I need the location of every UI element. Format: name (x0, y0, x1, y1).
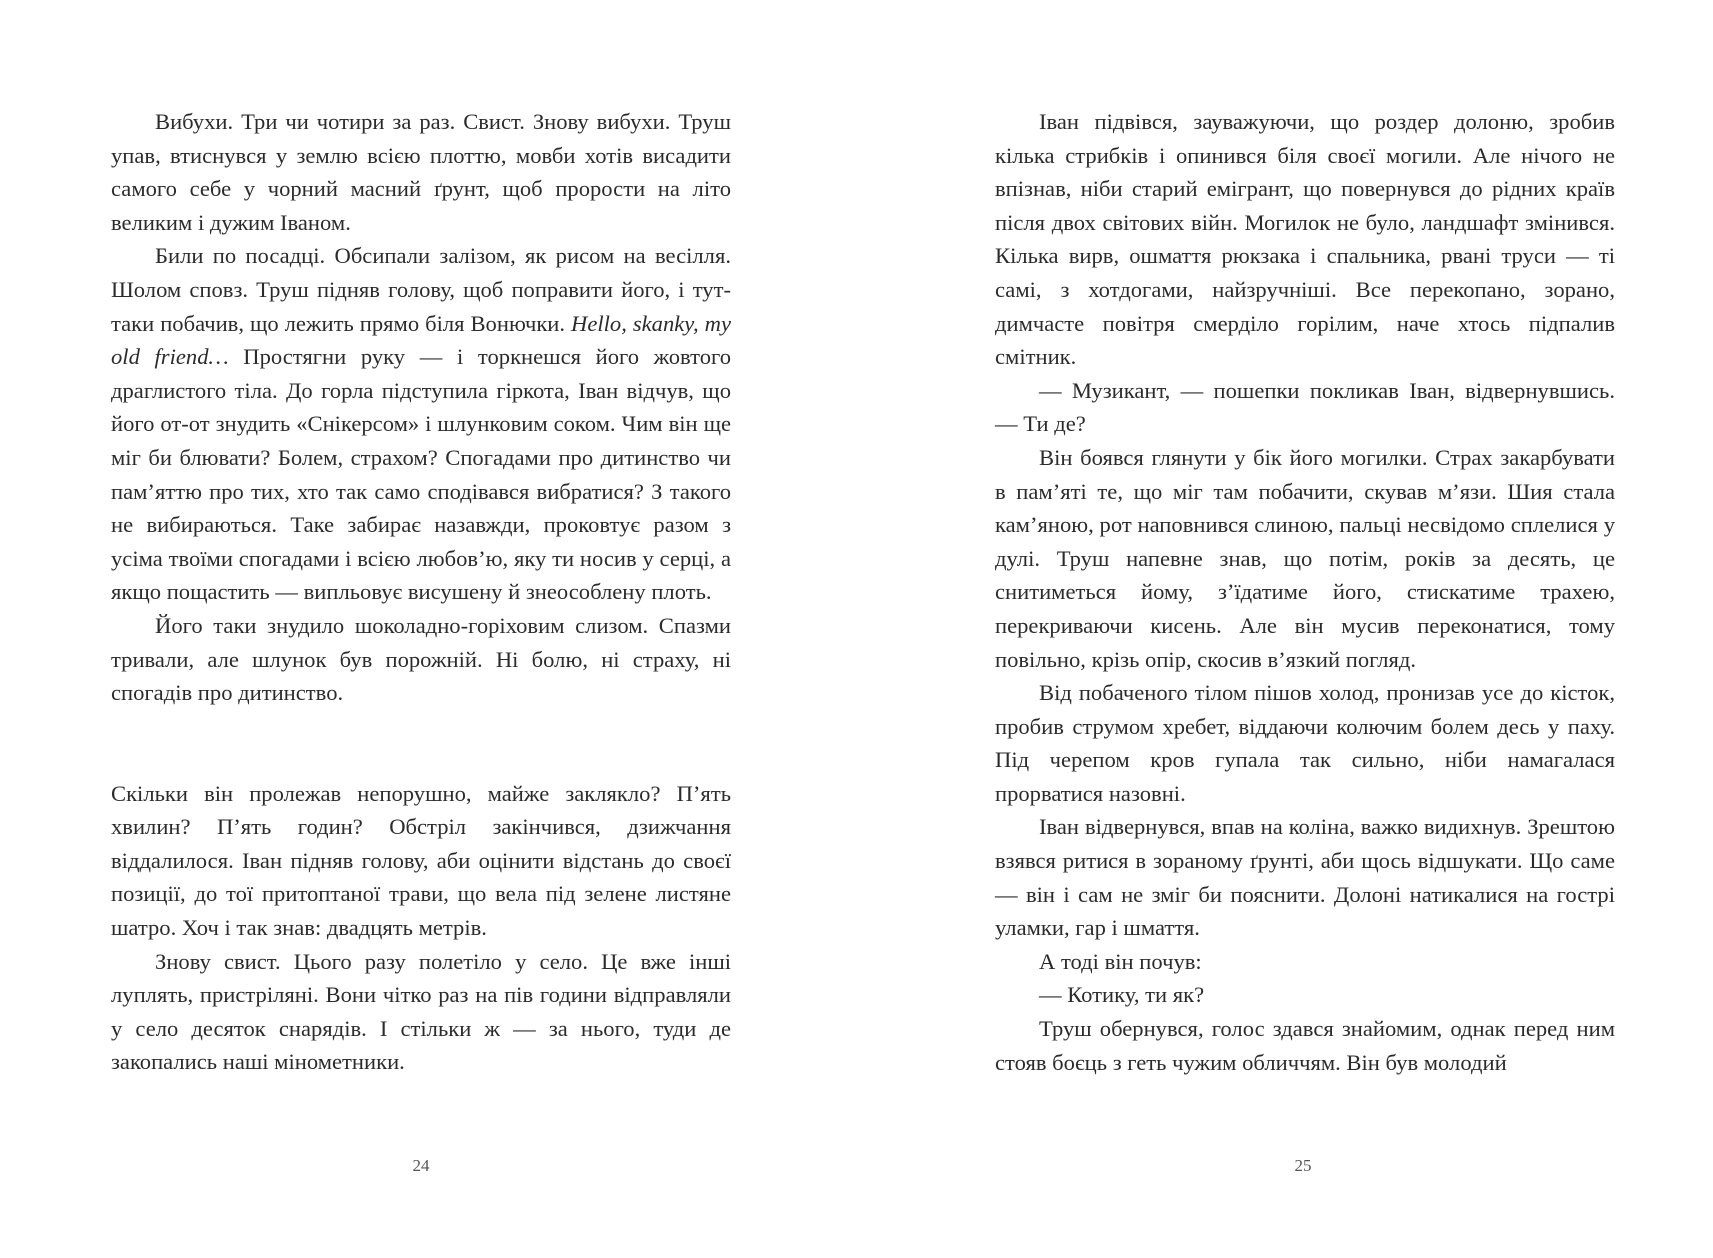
paragraph: Труш обернувся, голос здався знайомим, однак перед ним стояв боєць з геть чужим обличчям. Він був молодий (995, 1016, 1615, 1075)
paragraph: Знову свист. Цього разу полетіло у село. Це вже інші луплять, пристріляні. Вони чітко раз на пів години відправляли у село десяток снарядів. І стільки ж — за нього, туди де закопались наші мінометники. (111, 948, 731, 1075)
right-page-text (995, 105, 1615, 1079)
page-number-right: 25 (1294, 1156, 1312, 1175)
paragraph: А тоді він почув: (1039, 948, 1202, 974)
paragraph: Його таки знудило шоколадно-горіховим слизом. Спазми тривали, але шлунок був порожній. Ні болю, ні страху, ні спогадів про дитинство. (111, 612, 731, 706)
section-start-paragraph: Скільки він пролежав непорушно, майже заклякло? П’ять хвилин? П’ять годин? Обстріл закінчився, дзижчання віддалилося. Іван підняв голову, аби оцінити відстань до своєї позиції, до тої притоптаної трави, що вела під зелене листяне шатро. Хоч і так знав: двадцять метрів. (111, 780, 731, 941)
paragraph: Від побаченого тілом пішов холод, пронизав усе до кісток, пробив струмом хребет, віддаючи колючим болем десь у паху. Під черепом кров гупала так сильно, ніби намагалася прорватися назовні. (995, 680, 1615, 806)
page-number-left: 24 (412, 1156, 430, 1175)
paragraph: Іван відвернувся, впав на коліна, важко видихнув. Зрештою взявся ритися в зораному ґрунті, аби щось відшукати. Що саме — він і сам не зміг би пояснити. Долоні натикалися на гострі уламки, гар і шмаття. (995, 814, 1615, 941)
paragraph: Іван підвівся, зауважуючи, що роздер долоню, зробив кілька стрибків і опинився біля своєї могили. Але нічого не впізнав, ніби старий емігрант, що повернувся до рідних країв після двох світових війн. Могилок не було, ландшафт змінився. Кілька вирв, ошмаття рюкзака і спальника, рвані труси — ті самі, з хотдогами, найзручніші. Все перекопано, зорано, димчасте повітря смерділо горілим, наче хтось підпалив смітник. (995, 109, 1615, 370)
paragraph: — Котику, ти як? (1039, 982, 1205, 1008)
paragraph-text: Били по посадці. Обсипали залізом, як рисом на весілля. Шолом сповз. Труш підняв голову, щоб поправити його, і тут-таки побачив, що лежить прямо біля Вонючки. (111, 243, 731, 336)
italic-quote: Hello, skanky, my old friend… (111, 310, 732, 370)
paragraph (111, 239, 731, 609)
paragraph: — Музикант, — пошепки покликав Іван, відвернувшись. — Ти де? (995, 377, 1615, 437)
paragraph: Вибухи. Три чи чотири за раз. Свист. Знову вибухи. Труш упав, втиснувся у землю всією плоттю, мовби хотів висадити самого себе у чорний масний ґрунт, щоб прорости на літо великим і дужим Іваном. (111, 109, 731, 235)
left-page-text (111, 105, 731, 1079)
paragraph-text: Простягни руку — і торкнешся його жовтого драглистого тіла. До горла підступила гіркота, Іван відчув, що його от-от знудить «Снікерсом» і шлунковим соком. Чим він ще міг би блювати? Болем, страхом? Спогадами про дитинство чи пам’яттю про тих, хто так само сподівався вибратися? З такого не вибираються. Таке забирає назавжди, проковтує разом з усіма твоїми спогадами і всією любов’ю, яку ти носив у серці, а якщо пощастить — випльовує висушену й знеособлену плоть. (111, 344, 732, 605)
paragraph: Він боявся глянути у бік його могилки. Страх закарбувати в пам’яті те, що міг там побачити, скував м’язи. Шия стала кам’яною, рот наповнився слиною, пальці несвідомо сплелися у дулі. Труш напевне знав, що потім, років за десять, це снитиметься йому, з’їдатиме його, стискатиме трахею, перекриваючи кисень. Але він мусив переконатися, тому повільно, крізь опір, скосив в’язкий погляд. (995, 444, 1615, 672)
